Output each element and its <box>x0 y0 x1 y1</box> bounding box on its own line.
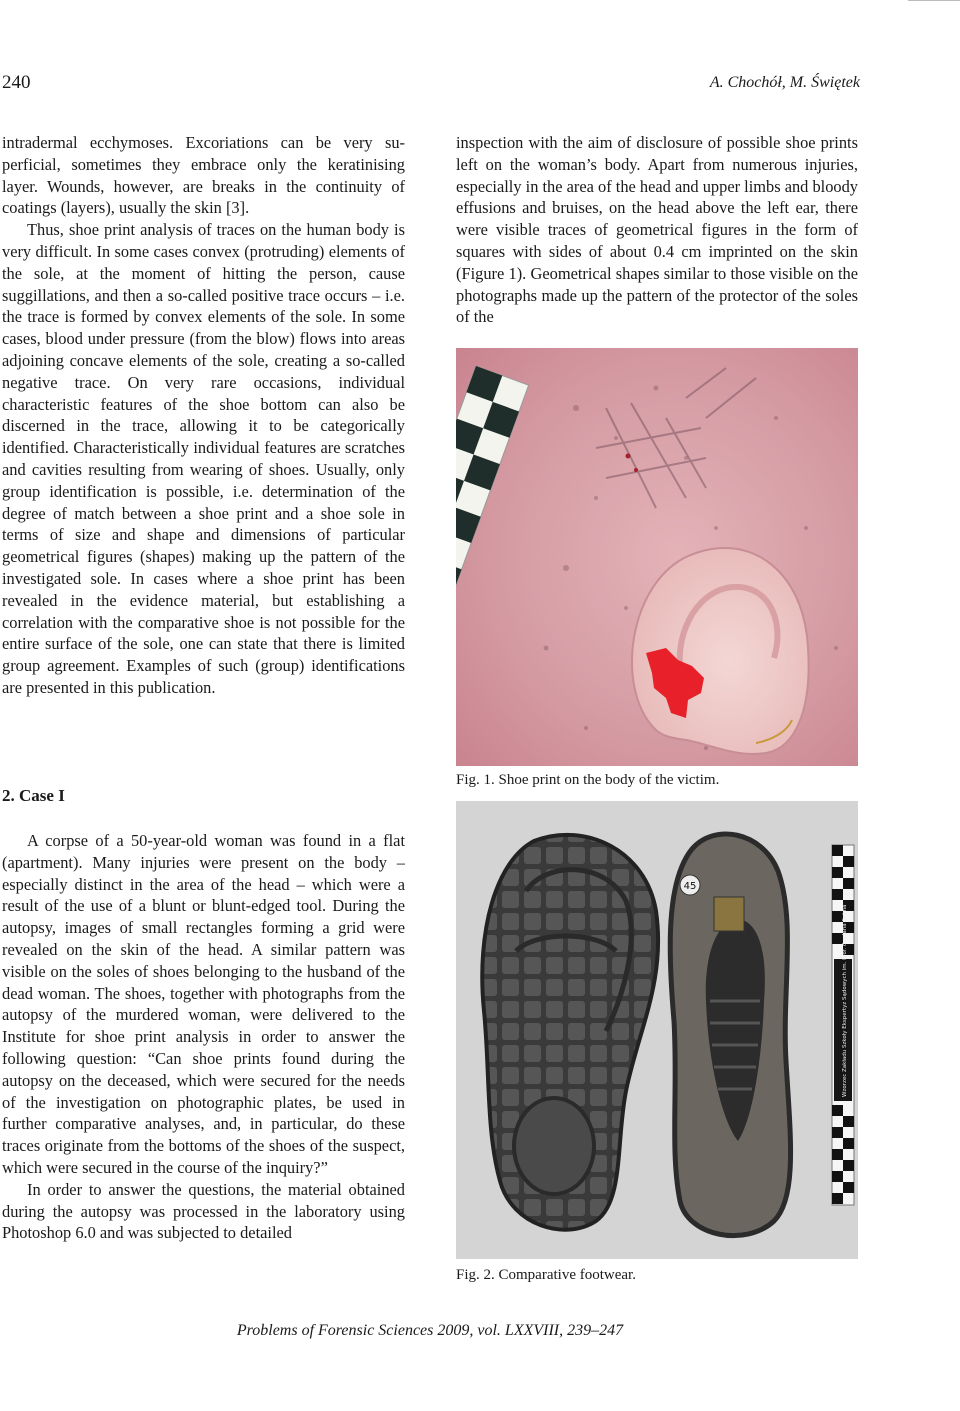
figure-2-photo <box>456 801 858 1259</box>
left-column <box>2 132 405 699</box>
running-head: A. Chochół, M. Świętek <box>709 74 860 91</box>
paragraph: intradermal ecchymoses. Excoriations can be very superficial, sometimes they embrace only the keratinising layer. Wounds, however, are breaks in the continuity of coatings (layers), usually the skin [3]. <box>2 133 405 218</box>
paragraph: inspection with the aim of disclosure of possible shoe prints left on the woman’s body. Apart from numerous injuries, especially in the area of the head and upper limbs and bloody effusions and bruises, on the head above the left ear, there were visible traces of geometrical figures in the form of squares with sides of about 0.4 cm imprinted on the skin (Figure 1). Geometrical shapes similar to those visible on the photographs made up the pattern of the protector of the soles of the <box>456 133 858 327</box>
figure-2-caption: Fig. 2. Comparative footwear. <box>456 1267 636 1283</box>
paragraph: Thus, shoe print analysis of traces on the human body is very difficult. In some cases convex (protruding) elements of the sole, at the moment of hitting the person, cause suggillations, and then a so-called positive trace occurs – i.e. the trace is formed by convex elements of the sole. In some cases, blood under pressure (from the blow) flows into areas adjoining concave elements of the sole, creating a so-called negative trace. On very rare occasions, individual characteristic features of the shoe bottom can also be discerned in the trace, allowing it to be categorically identified. Characteristically individual features are scratches and cavities resulting from wearing of shoes. Usually, only group identification is possible, i.e. determination of the degree of match between a shoe print and a shoe sole in terms of size and shape and dimensions of particular geometrical figures (shapes) making up the pattern of the investigated sole. In cases where a shoe print has been revealed in the evidence material, but establishing a correlation with the comparative shoe is not possible for the entire surface of the sole, one can state that there is limited group agreement. Examples of such (group) identifications are presented in this publication. <box>2 220 405 697</box>
ruler-label: Wzorzec Zakładu Szkoły Ekspertyz Sądowych im. Prof. dra Jana Sehna <box>842 904 848 1097</box>
paragraph: A corpse of a 50-year-old woman was found in a flat (apartment). Many injuries were present on the body – especially distinct in the area of the head – which were a result of the use of a blunt or blunt-edged tool. During the autopsy, images of small rectangles forming a grid were revealed on the skin of the head. A similar pattern was visible on the soles of shoes belonging to the husband of the dead woman. The shoes, together with photographs from the autopsy of the murdered woman, were delivered to the Institute for shoe print analysis in order to answer the following question: “Can shoe prints found during the autopsy on the deceased, which were secured for the needs of the investigation on photographic plates, be used in further comparative analyses, and, in particular, do these traces originate from the bottoms of the shoes of the suspect, which were secured in the course of the inquiry?” <box>2 831 405 1177</box>
figure-1-caption: Fig. 1. Shoe print on the body of the victim. <box>456 772 720 788</box>
paragraph: In order to answer the questions, the material obtained during the autopsy was processed in the laboratory using Photoshop 6.0 and was subjected to detailed <box>2 1179 405 1243</box>
figure-1-photo <box>456 348 858 766</box>
page-number: 240 <box>2 72 31 93</box>
footer-citation: Problems of Forensic Sciences 2009, vol. LXXVIII, 239–247 <box>236 1322 624 1339</box>
section-heading: 2. Case I <box>2 786 65 805</box>
left-column-case <box>2 830 405 1244</box>
corner-rule <box>908 0 960 1</box>
shoe-size-label: 45 <box>683 881 697 892</box>
right-column <box>456 132 858 328</box>
page-header <box>0 72 860 98</box>
